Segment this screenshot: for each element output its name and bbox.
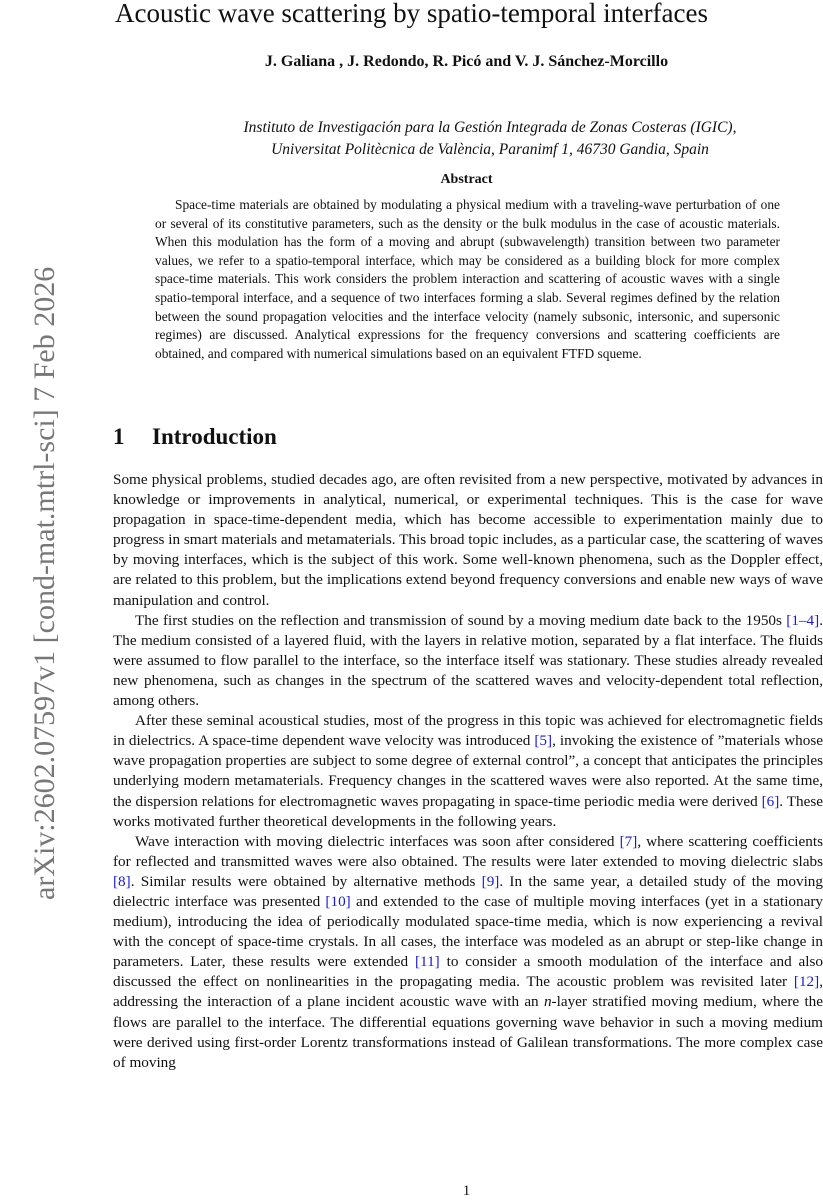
section-title: Introduction <box>152 424 277 449</box>
citation-link[interactable]: [12] <box>793 973 820 991</box>
math-variable: n <box>543 993 552 1011</box>
paragraph-text: Some physical problems, studied decades ago, are often revisited from a new perspective, motivated by advances in knowledge or improvements in analytical, numerical, or experimental techniques. This is the case for wave propagation in space-time-dependent media, which has become accessible to experimentation mainly due to progress in smart materials and metamaterials. This broad topic includes, as a particular case, the scattering of waves by moving interfaces, which is the subject of this work. Some well-known phenomena, such as the Doppler effect, are related to this problem, but the implications extend beyond frequency conversions and enable new ways of wave manipulation and control. <box>113 471 823 609</box>
paragraph-text: , invoking the existence of ”materials whose wave propagation properties are subject to some degree of external control”, a concept that anticipates the principles underlying modern metamaterials. Frequency changes in the scattered waves were also reported. At the same time, the dispersion relations for electromagnetic waves propagating in space-time periodic media were derived <box>113 732 823 810</box>
paragraph-text: . The medium consisted of a layered fluid, with the layers in relative motion, separated by a flat interface. The fluids were assumed to flow parallel to the interface, so the interface itself was stationary. These studies already revealed new phenomena, such as changes in the spectrum of the scattered waves and velocity-dependent total reflection, among others. <box>113 611 823 710</box>
paragraph-text: . In the same year, a detailed study of the moving dielectric interface was presented <box>113 872 823 910</box>
abstract-heading: Abstract <box>440 172 493 187</box>
paragraph <box>113 470 823 611</box>
citation-link[interactable]: [11] <box>415 953 440 971</box>
paragraph <box>113 711 823 832</box>
citation-link[interactable]: [1–4] <box>786 611 820 629</box>
paragraph <box>113 832 823 1073</box>
paragraph <box>113 611 823 711</box>
citation-link[interactable]: [5] <box>534 732 553 750</box>
citation-link[interactable]: [6] <box>761 792 780 810</box>
affiliation-line: Universitat Politècnica de València, Paranimf 1, 46730 Gandia, Spain <box>271 141 709 158</box>
paper-title: Acoustic wave scattering by spatio-temporal interfaces <box>114 0 709 28</box>
section-heading <box>113 424 277 450</box>
paragraph-text: and extended to the case of multiple moving interfaces (yet in a stationary medium), introducing the idea of periodically modulated space-time media, which is now experiencing a revival with the concept of space-time crystals. In all cases, the interface was modeled as an abrupt or step-like change in parameters. Later, these results were extended <box>113 892 823 971</box>
citation-link[interactable]: [10] <box>325 892 351 910</box>
paragraph-text: . These works motivated further theoretical developments in the following years. <box>113 792 823 830</box>
citation-link[interactable]: [9] <box>481 872 500 890</box>
abstract-text: Space-time materials are obtained by modulating a physical medium with a traveling-wave perturbation of one or several of its constitutive parameters, such as the density or the bulk modulus in the case of acoustic materials. When this modulation has the form of a moving and abrupt (subwavelength) transition between two parameter values, we refer to a spatio-temporal interface, which may be considered as a building block for more complex space-time materials. This work considers the problem interaction and scattering of acoustic waves with a single spatio-temporal interface, and a sequence of two interfaces forming a slab. Several regimes defined by the relation between the sound propagation velocities and the interface velocity (namely subsonic, intersonic, and supersonic regimes) are discussed. Analytical expressions for the frequency conversions and scattering coefficients are obtained, and compared with numerical simulations based on an equivalent FTFD squeme. <box>155 197 780 361</box>
paragraph-text: , where scattering coefficients for reflected and transmitted waves were also obtained. The results were later extended to moving dielectric slabs <box>113 832 823 870</box>
paragraph-text: Wave interaction with moving dielectric interfaces was soon after considered <box>135 832 620 850</box>
arxiv-stamp: arXiv:2602.07597v1 [cond-mat.mtrl-sci] 7 Feb 2026 <box>28 266 61 900</box>
section-body <box>113 470 823 1073</box>
citation-link[interactable]: [7] <box>619 832 638 850</box>
affiliation-line: Instituto de Investigación para la Gestión Integrada de Zonas Costeras (IGIC), <box>243 119 737 136</box>
author-list: J. Galiana , J. Redondo, R. Picó and V. J. Sánchez-Morcillo <box>264 53 669 70</box>
section-number: 1 <box>113 424 125 449</box>
paragraph-text: After these seminal acoustical studies, most of the progress in this topic was achieved for electromagnetic fields in dielectrics. A space-time dependent wave velocity was introduced <box>113 712 823 750</box>
affiliation <box>170 117 810 161</box>
paragraph-text: -layer stratified moving medium, where the flows are parallel to the interface. The differential equations governing wave behavior in such a moving medium were derived using first-order Lorentz transformations instead of Galilean transformations. The more complex case of moving <box>113 993 823 1071</box>
paragraph-text: . Similar results were obtained by alternative methods <box>130 872 482 890</box>
paragraph-text: to consider a smooth modulation of the interface and also discussed the effect on nonlinearities in the propagating media. The acoustic problem was revisited later <box>113 953 823 991</box>
paragraph-text: The first studies on the reflection and transmission of sound by a moving medium date back to the 1950s <box>135 611 787 629</box>
paragraph-text: , addressing the interaction of a plane incident acoustic wave with an <box>113 973 823 1011</box>
citation-link[interactable]: [8] <box>113 872 131 890</box>
page-number: 1 <box>462 1183 471 1199</box>
